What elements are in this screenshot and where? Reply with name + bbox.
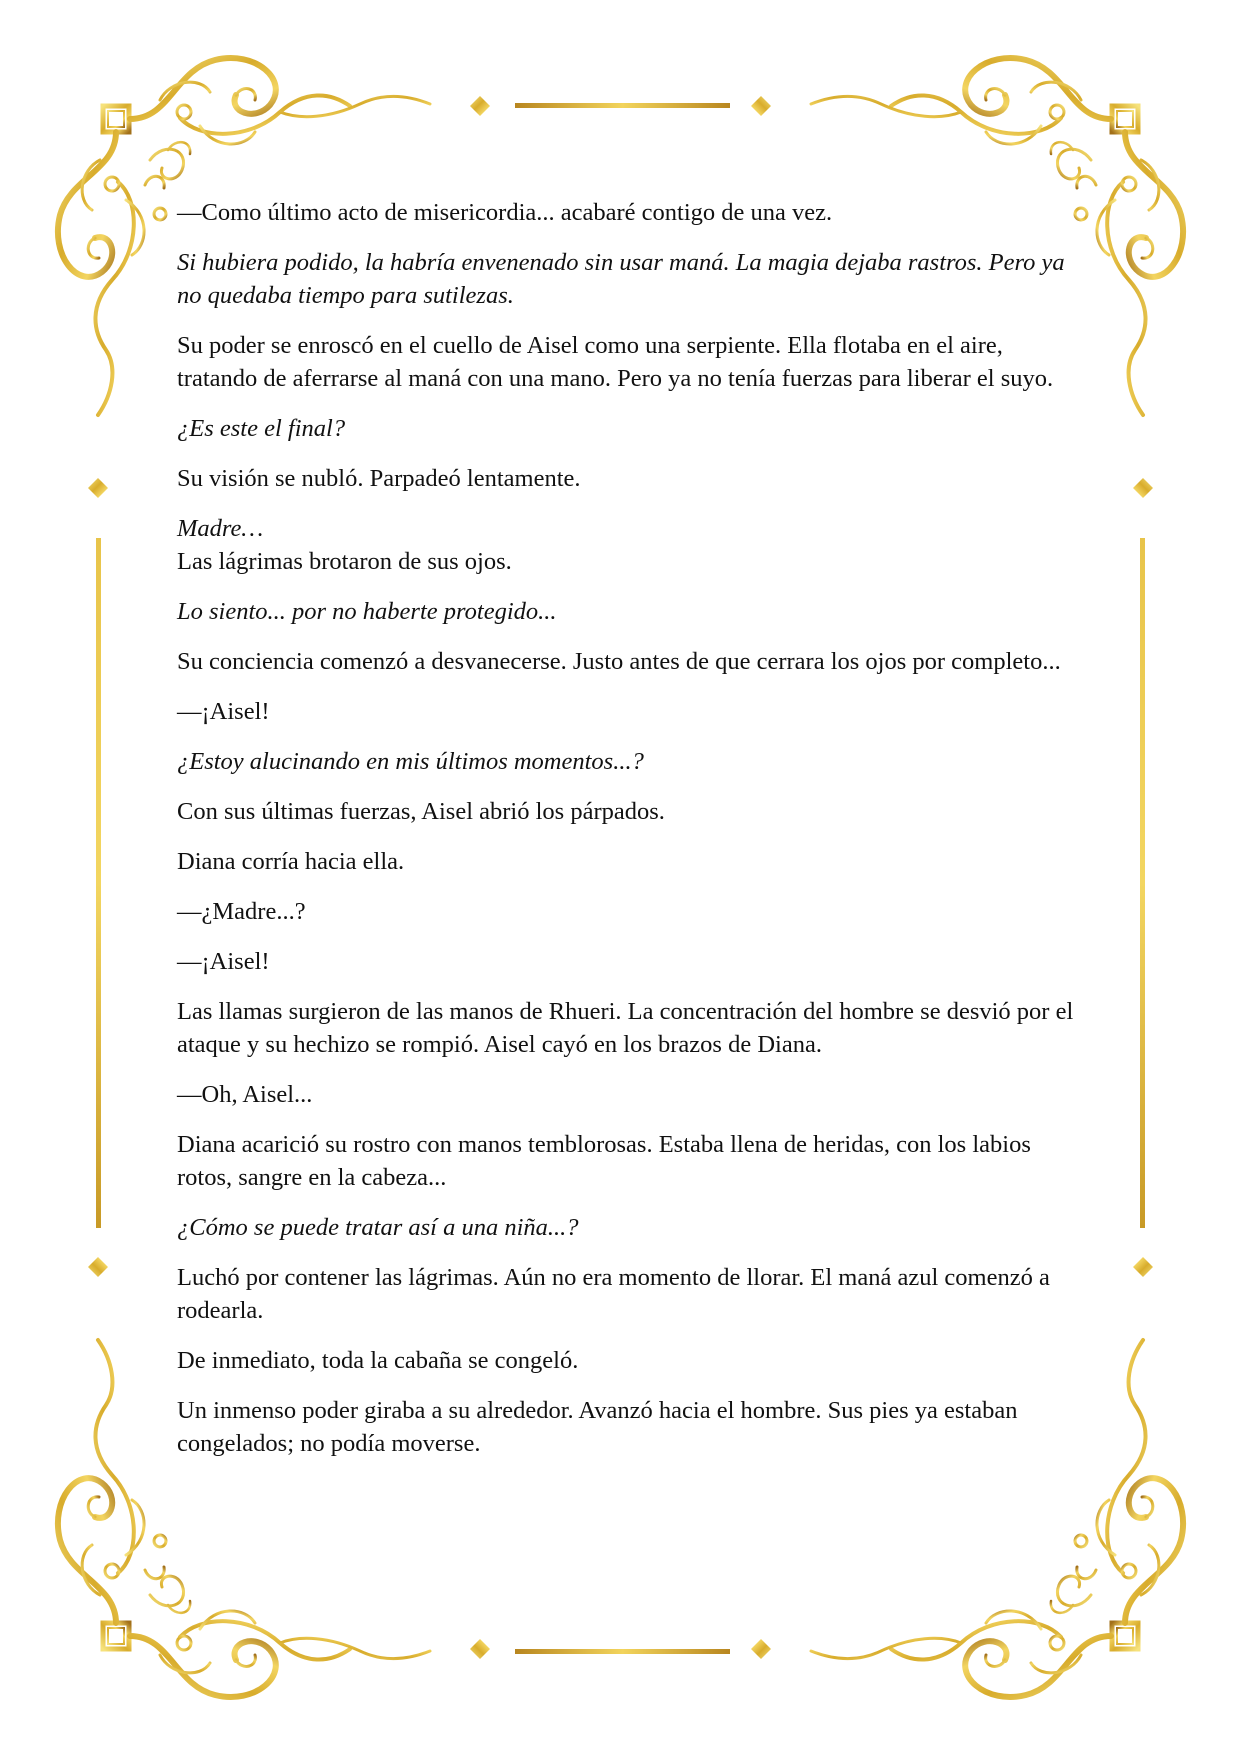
paragraph-21: De inmediato, toda la cabaña se congeló. — [177, 1347, 579, 1374]
paragraph-16: Las llamas surgieron de las manos de Rhueri. La concentración del hombre se desvió por el ataque y su hechizo se rompió. Aisel cayó en los brazos de Diana. — [177, 998, 1074, 1058]
paragraph-19: ¿Cómo se puede tratar así a una niña...? — [177, 1214, 579, 1241]
paragraph-7: Las lágrimas brotaron de sus ojos. — [177, 548, 512, 575]
paragraph-9: Su conciencia comenzó a desvanecerse. Justo antes de que cerrara los ojos por completo... — [177, 648, 1061, 675]
paragraph-5: Su visión se nubló. Parpadeó lentamente. — [177, 465, 581, 492]
paragraph-1: —Como último acto de misericordia... acabaré contigo de una vez. — [177, 199, 833, 226]
top-rule — [515, 103, 730, 108]
paragraph-22: Un inmenso poder giraba a su alrededor. Avanzó hacia el hombre. Sus pies ya estaban congelados; no podía moverse. — [177, 1397, 1018, 1457]
paragraph-12: Con sus últimas fuerzas, Aisel abrió los párpados. — [177, 798, 665, 825]
paragraph-10: —¡Aisel! — [177, 698, 270, 725]
paragraph-11: ¿Estoy alucinando en mis últimos momentos...? — [177, 748, 644, 775]
right-rule — [1140, 538, 1145, 1228]
paragraph-20: Luchó por contener las lágrimas. Aún no era momento de llorar. El maná azul comenzó a rodearla. — [177, 1264, 1050, 1324]
paragraph-13: Diana corría hacia ella. — [177, 848, 405, 875]
paragraph-18: Diana acarició su rostro con manos temblorosas. Estaba llena de heridas, con los labios rotos, sangre en la cabeza... — [177, 1131, 1031, 1191]
bottom-rule — [515, 1649, 730, 1654]
paragraph-15: —¡Aisel! — [177, 948, 270, 975]
left-rule — [96, 538, 101, 1228]
paragraph-6: Madre… — [177, 515, 264, 542]
paragraph-17: —Oh, Aisel... — [177, 1081, 313, 1108]
paragraph-14: —¿Madre...? — [177, 898, 306, 925]
story-text — [177, 196, 1077, 1477]
paragraph-8: Lo siento... por no haberte protegido... — [177, 598, 557, 625]
paragraph-2: Si hubiera podido, la habría envenenado sin usar maná. La magia dejaba rastros. Pero ya no quedaba tiempo para sutilezas. — [177, 249, 1065, 309]
paragraph-4: ¿Es este el final? — [177, 415, 346, 442]
paragraph-3: Su poder se enroscó en el cuello de Aisel como una serpiente. Ella flotaba en el aire, tratando de aferrarse al maná con una mano. Pero ya no tenía fuerzas para liberar el suyo. — [177, 332, 1054, 392]
